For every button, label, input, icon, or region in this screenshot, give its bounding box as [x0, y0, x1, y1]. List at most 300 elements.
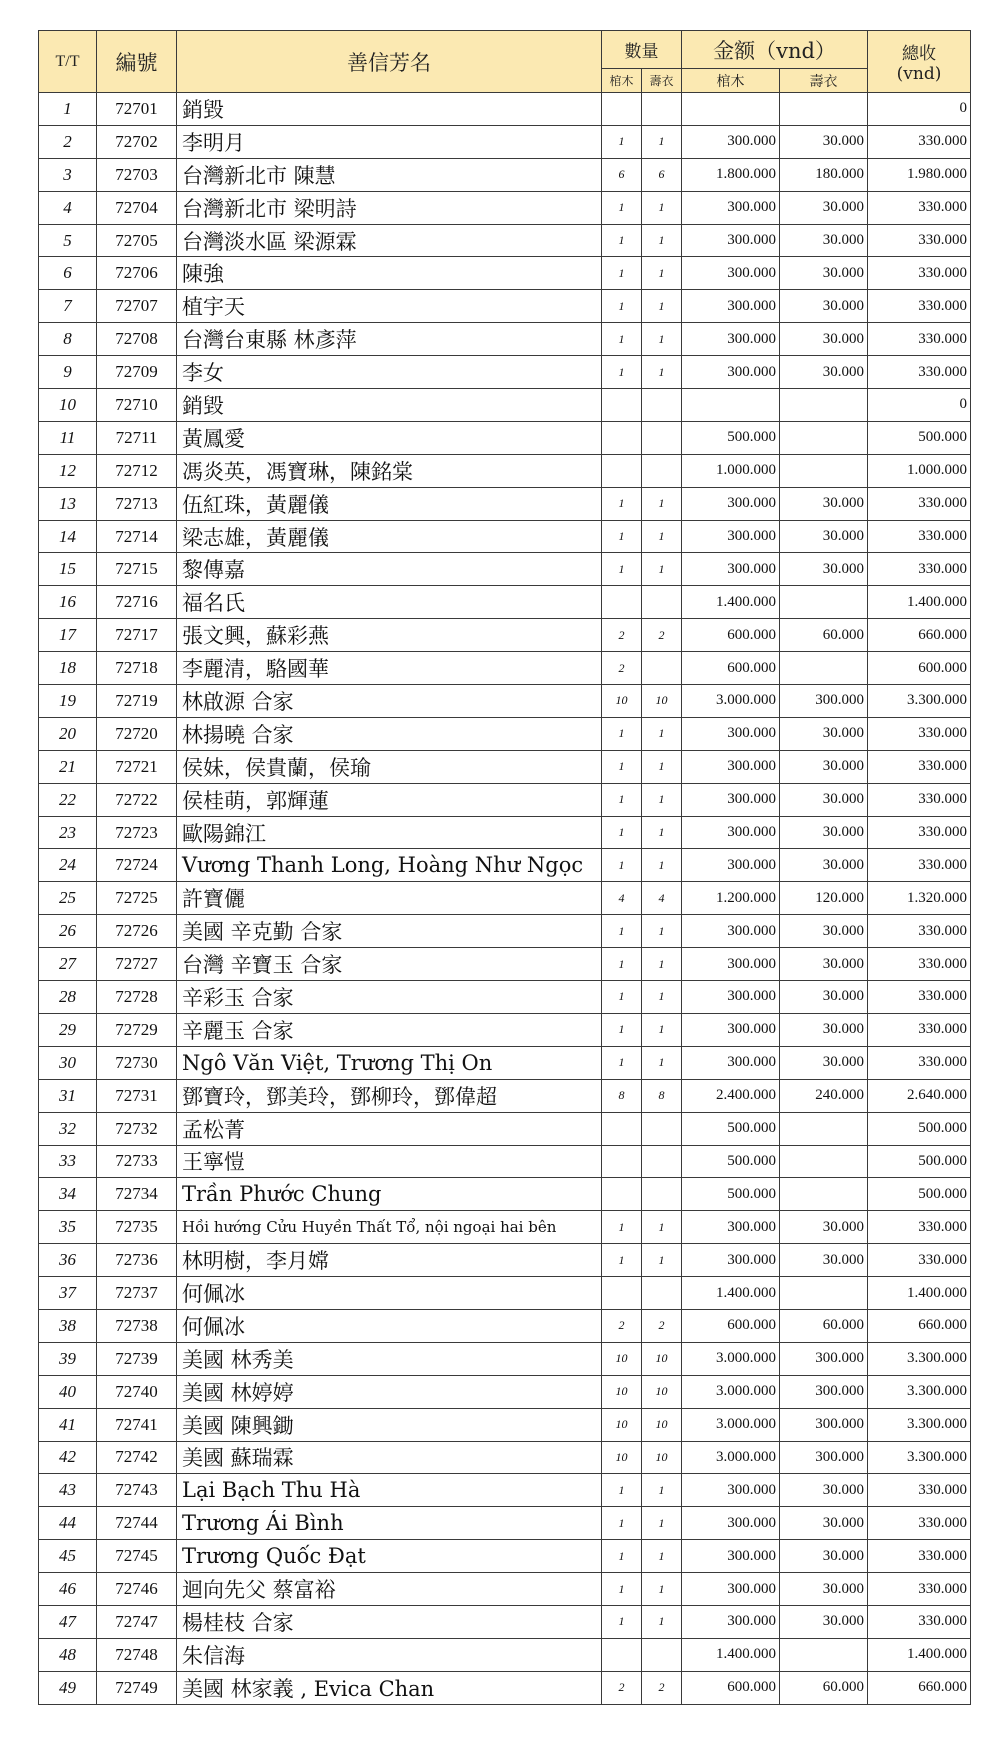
- cell-code: 72740: [97, 1375, 177, 1408]
- cell-tt: 28: [39, 981, 97, 1014]
- cell-name: 美國 林婷婷: [177, 1375, 602, 1408]
- cell-tt: 24: [39, 849, 97, 882]
- cell-amount-robe: 30.000: [780, 191, 868, 224]
- cell-qty-coffin: 2: [602, 1671, 642, 1704]
- cell-amount-robe: 30.000: [780, 750, 868, 783]
- cell-qty-coffin: 2: [602, 652, 642, 685]
- cell-code: 72749: [97, 1671, 177, 1704]
- cell-amount-robe: 120.000: [780, 882, 868, 915]
- cell-qty-coffin: 1: [602, 290, 642, 323]
- cell-code: 72746: [97, 1573, 177, 1606]
- cell-qty-robe: 1: [642, 290, 682, 323]
- cell-name: 台灣新北市 梁明詩: [177, 191, 602, 224]
- cell-code: 72728: [97, 981, 177, 1014]
- table-row: [39, 1573, 971, 1606]
- cell-tt: 45: [39, 1540, 97, 1573]
- cell-tt: 11: [39, 421, 97, 454]
- cell-amount-robe: [780, 586, 868, 619]
- cell-tt: 35: [39, 1211, 97, 1244]
- cell-code: 72743: [97, 1474, 177, 1507]
- cell-amount-robe: 60.000: [780, 1671, 868, 1704]
- cell-tt: 1: [39, 93, 97, 126]
- cell-qty-robe: 1: [642, 1573, 682, 1606]
- cell-qty-coffin: 4: [602, 882, 642, 915]
- cell-code: 72748: [97, 1638, 177, 1671]
- cell-code: 72701: [97, 93, 177, 126]
- cell-code: 72711: [97, 421, 177, 454]
- cell-total: 330.000: [868, 816, 971, 849]
- cell-amount-robe: 30.000: [780, 520, 868, 553]
- header-amount-coffin: 棺木: [682, 69, 780, 93]
- cell-qty-robe: 1: [642, 191, 682, 224]
- cell-qty-coffin: 1: [602, 323, 642, 356]
- cell-code: 72702: [97, 125, 177, 158]
- cell-amount-coffin: 300.000: [682, 1244, 780, 1277]
- cell-name: 美國 辛克勤 合家: [177, 915, 602, 948]
- cell-code: 72729: [97, 1013, 177, 1046]
- cell-qty-coffin: 1: [602, 487, 642, 520]
- cell-total: 3.300.000: [868, 1408, 971, 1441]
- cell-amount-coffin: 300.000: [682, 717, 780, 750]
- cell-name: Trương Ái Bình: [177, 1507, 602, 1540]
- cell-qty-robe: 1: [642, 1013, 682, 1046]
- cell-tt: 41: [39, 1408, 97, 1441]
- cell-qty-coffin: 1: [602, 816, 642, 849]
- table-row: [39, 717, 971, 750]
- cell-amount-coffin: 300.000: [682, 520, 780, 553]
- cell-amount-robe: 30.000: [780, 356, 868, 389]
- cell-amount-coffin: 300.000: [682, 783, 780, 816]
- cell-qty-robe: 1: [642, 553, 682, 586]
- cell-amount-robe: 30.000: [780, 816, 868, 849]
- table-row: [39, 586, 971, 619]
- cell-name: 福名氏: [177, 586, 602, 619]
- cell-qty-coffin: 8: [602, 1079, 642, 1112]
- cell-tt: 38: [39, 1309, 97, 1342]
- cell-amount-robe: 180.000: [780, 158, 868, 191]
- cell-qty-robe: 1: [642, 750, 682, 783]
- cell-qty-robe: 2: [642, 1671, 682, 1704]
- cell-qty-coffin: [602, 1638, 642, 1671]
- cell-qty-robe: 1: [642, 257, 682, 290]
- cell-tt: 16: [39, 586, 97, 619]
- cell-code: 72734: [97, 1178, 177, 1211]
- cell-qty-robe: 10: [642, 685, 682, 718]
- cell-amount-robe: 300.000: [780, 1408, 868, 1441]
- cell-name: 張文興，蘇彩燕: [177, 619, 602, 652]
- cell-name: 美國 林秀美: [177, 1342, 602, 1375]
- cell-code: 72703: [97, 158, 177, 191]
- cell-amount-robe: 30.000: [780, 1507, 868, 1540]
- table-row: [39, 257, 971, 290]
- cell-amount-robe: [780, 421, 868, 454]
- cell-qty-robe: [642, 93, 682, 126]
- cell-total: 330.000: [868, 1244, 971, 1277]
- cell-qty-robe: 1: [642, 125, 682, 158]
- cell-qty-robe: [642, 1112, 682, 1145]
- cell-amount-robe: [780, 1638, 868, 1671]
- cell-qty-robe: 6: [642, 158, 682, 191]
- cell-name: 台灣 辛寶玉 合家: [177, 948, 602, 981]
- table-row: [39, 619, 971, 652]
- cell-qty-robe: [642, 389, 682, 422]
- cell-qty-coffin: 1: [602, 981, 642, 1014]
- cell-total: 500.000: [868, 1145, 971, 1178]
- cell-amount-coffin: 300.000: [682, 1540, 780, 1573]
- cell-amount-coffin: 500.000: [682, 1112, 780, 1145]
- cell-qty-robe: [642, 1277, 682, 1310]
- table-row: [39, 224, 971, 257]
- cell-amount-robe: 30.000: [780, 1244, 868, 1277]
- cell-qty-robe: 1: [642, 487, 682, 520]
- cell-total: 500.000: [868, 421, 971, 454]
- header-tt: T/T: [39, 31, 97, 93]
- cell-code: 72730: [97, 1046, 177, 1079]
- cell-amount-coffin: 300.000: [682, 553, 780, 586]
- cell-total: 330.000: [868, 1013, 971, 1046]
- cell-amount-robe: 30.000: [780, 1540, 868, 1573]
- cell-total: 600.000: [868, 652, 971, 685]
- cell-name: 何佩冰: [177, 1277, 602, 1310]
- cell-qty-coffin: 1: [602, 1013, 642, 1046]
- table-row: [39, 1277, 971, 1310]
- cell-total: 330.000: [868, 553, 971, 586]
- cell-qty-robe: 1: [642, 1211, 682, 1244]
- table-row: [39, 1507, 971, 1540]
- table-row: [39, 1441, 971, 1474]
- cell-total: 3.300.000: [868, 1441, 971, 1474]
- cell-tt: 20: [39, 717, 97, 750]
- cell-amount-robe: [780, 1178, 868, 1211]
- cell-amount-coffin: 1.200.000: [682, 882, 780, 915]
- cell-name: 李女: [177, 356, 602, 389]
- cell-tt: 47: [39, 1605, 97, 1638]
- cell-name: 植宇天: [177, 290, 602, 323]
- cell-name: 黃鳳愛: [177, 421, 602, 454]
- cell-amount-coffin: 300.000: [682, 487, 780, 520]
- cell-amount-coffin: 1.400.000: [682, 586, 780, 619]
- cell-total: 1.400.000: [868, 586, 971, 619]
- cell-amount-coffin: 1.000.000: [682, 454, 780, 487]
- cell-amount-robe: 30.000: [780, 1211, 868, 1244]
- cell-amount-coffin: 3.000.000: [682, 1441, 780, 1474]
- cell-total: 330.000: [868, 191, 971, 224]
- cell-tt: 40: [39, 1375, 97, 1408]
- cell-name: 銷毀: [177, 93, 602, 126]
- cell-amount-coffin: 300.000: [682, 849, 780, 882]
- table-row: [39, 1244, 971, 1277]
- cell-amount-robe: 30.000: [780, 1605, 868, 1638]
- cell-name: 美國 林家義 , Evica Chan: [177, 1671, 602, 1704]
- cell-qty-robe: 1: [642, 1540, 682, 1573]
- cell-qty-robe: 10: [642, 1342, 682, 1375]
- cell-tt: 2: [39, 125, 97, 158]
- cell-qty-coffin: [602, 93, 642, 126]
- cell-code: 72708: [97, 323, 177, 356]
- table-row: [39, 685, 971, 718]
- cell-amount-coffin: 1.400.000: [682, 1638, 780, 1671]
- cell-amount-robe: 30.000: [780, 553, 868, 586]
- cell-qty-coffin: 1: [602, 191, 642, 224]
- cell-amount-robe: [780, 1112, 868, 1145]
- cell-amount-robe: 30.000: [780, 783, 868, 816]
- cell-qty-robe: 1: [642, 981, 682, 1014]
- cell-total: 3.300.000: [868, 685, 971, 718]
- cell-total: 330.000: [868, 257, 971, 290]
- cell-amount-coffin: 300.000: [682, 750, 780, 783]
- cell-amount-coffin: 300.000: [682, 125, 780, 158]
- cell-name: Hồi hướng Cửu Huyền Thất Tổ, nội ngoại hai bên: [177, 1211, 602, 1244]
- table-row: [39, 1178, 971, 1211]
- cell-tt: 6: [39, 257, 97, 290]
- cell-total: 330.000: [868, 948, 971, 981]
- cell-name: 美國 蘇瑞霖: [177, 1441, 602, 1474]
- cell-qty-coffin: 10: [602, 685, 642, 718]
- cell-amount-coffin: 3.000.000: [682, 1375, 780, 1408]
- cell-code: 72735: [97, 1211, 177, 1244]
- cell-total: 330.000: [868, 1540, 971, 1573]
- cell-amount-coffin: 300.000: [682, 1605, 780, 1638]
- cell-total: 1.980.000: [868, 158, 971, 191]
- cell-code: 72742: [97, 1441, 177, 1474]
- cell-name: 伍紅珠，黃麗儀: [177, 487, 602, 520]
- cell-total: 330.000: [868, 125, 971, 158]
- cell-code: 72733: [97, 1145, 177, 1178]
- cell-amount-robe: 30.000: [780, 717, 868, 750]
- cell-amount-robe: 30.000: [780, 948, 868, 981]
- cell-code: 72744: [97, 1507, 177, 1540]
- cell-total: 500.000: [868, 1112, 971, 1145]
- cell-amount-coffin: 500.000: [682, 1145, 780, 1178]
- header-amount: 金额（vnd）: [682, 31, 868, 69]
- cell-amount-coffin: 300.000: [682, 290, 780, 323]
- cell-amount-coffin: 3.000.000: [682, 1342, 780, 1375]
- cell-amount-robe: 30.000: [780, 125, 868, 158]
- header-total: [868, 31, 971, 93]
- cell-qty-robe: [642, 421, 682, 454]
- cell-qty-coffin: [602, 1112, 642, 1145]
- cell-name: 林揚曉 合家: [177, 717, 602, 750]
- cell-qty-coffin: [602, 389, 642, 422]
- cell-name: 林啟源 合家: [177, 685, 602, 718]
- table-row: [39, 1079, 971, 1112]
- cell-code: 72739: [97, 1342, 177, 1375]
- cell-tt: 13: [39, 487, 97, 520]
- cell-name: Vương Thanh Long, Hoàng Như Ngọc: [177, 849, 602, 882]
- cell-tt: 3: [39, 158, 97, 191]
- cell-name: 王寧愷: [177, 1145, 602, 1178]
- cell-tt: 48: [39, 1638, 97, 1671]
- cell-amount-coffin: 500.000: [682, 421, 780, 454]
- cell-amount-robe: 30.000: [780, 1474, 868, 1507]
- cell-name: 楊桂枝 合家: [177, 1605, 602, 1638]
- cell-amount-robe: 30.000: [780, 290, 868, 323]
- table-row: [39, 882, 971, 915]
- cell-qty-coffin: 1: [602, 1540, 642, 1573]
- table-row: [39, 1211, 971, 1244]
- table-row: [39, 421, 971, 454]
- header-code: 編號: [97, 31, 177, 93]
- table-row: [39, 1671, 971, 1704]
- cell-name: 迴向先父 蔡富裕: [177, 1573, 602, 1606]
- cell-qty-coffin: 10: [602, 1408, 642, 1441]
- cell-code: 72737: [97, 1277, 177, 1310]
- cell-code: 72722: [97, 783, 177, 816]
- cell-qty-robe: 1: [642, 783, 682, 816]
- cell-amount-coffin: 300.000: [682, 1573, 780, 1606]
- table-row: [39, 783, 971, 816]
- table-row: [39, 1540, 971, 1573]
- table-row: [39, 1638, 971, 1671]
- table-row: [39, 1112, 971, 1145]
- cell-amount-robe: [780, 389, 868, 422]
- cell-name: 侯妹，侯貴蘭，侯瑜: [177, 750, 602, 783]
- cell-code: 72713: [97, 487, 177, 520]
- cell-amount-robe: 60.000: [780, 1309, 868, 1342]
- cell-total: 660.000: [868, 1671, 971, 1704]
- cell-total: 330.000: [868, 356, 971, 389]
- donation-ledger: [38, 30, 970, 1705]
- cell-amount-coffin: 300.000: [682, 323, 780, 356]
- table-row: [39, 1605, 971, 1638]
- cell-name: 侯桂萌，郭輝蓮: [177, 783, 602, 816]
- cell-code: 72736: [97, 1244, 177, 1277]
- cell-code: 72747: [97, 1605, 177, 1638]
- table-row: [39, 290, 971, 323]
- cell-amount-coffin: 600.000: [682, 1309, 780, 1342]
- cell-code: 72721: [97, 750, 177, 783]
- cell-qty-coffin: [602, 1145, 642, 1178]
- cell-amount-coffin: 300.000: [682, 948, 780, 981]
- cell-amount-robe: [780, 652, 868, 685]
- header-total-line2: (vnd): [896, 64, 942, 84]
- table-row: [39, 454, 971, 487]
- cell-code: 72718: [97, 652, 177, 685]
- table-row: [39, 1046, 971, 1079]
- cell-total: 3.300.000: [868, 1342, 971, 1375]
- cell-total: 1.320.000: [868, 882, 971, 915]
- cell-code: 72724: [97, 849, 177, 882]
- cell-amount-coffin: 300.000: [682, 1013, 780, 1046]
- cell-tt: 7: [39, 290, 97, 323]
- cell-total: 330.000: [868, 981, 971, 1014]
- cell-name: 台灣淡水區 梁源霖: [177, 224, 602, 257]
- cell-code: 72745: [97, 1540, 177, 1573]
- cell-code: 72710: [97, 389, 177, 422]
- header-amount-robe: 壽衣: [780, 69, 868, 93]
- cell-amount-coffin: 500.000: [682, 1178, 780, 1211]
- cell-amount-coffin: 300.000: [682, 915, 780, 948]
- cell-amount-coffin: 3.000.000: [682, 685, 780, 718]
- cell-code: 72709: [97, 356, 177, 389]
- table-row: [39, 1013, 971, 1046]
- cell-name: 孟松菁: [177, 1112, 602, 1145]
- cell-qty-coffin: 1: [602, 125, 642, 158]
- cell-tt: 17: [39, 619, 97, 652]
- cell-amount-coffin: 2.400.000: [682, 1079, 780, 1112]
- table-row: [39, 1342, 971, 1375]
- cell-amount-robe: [780, 1145, 868, 1178]
- header-total-line1: 總收: [902, 44, 936, 64]
- cell-name: 李麗清，駱國華: [177, 652, 602, 685]
- cell-tt: 42: [39, 1441, 97, 1474]
- cell-qty-coffin: 2: [602, 1309, 642, 1342]
- cell-total: 660.000: [868, 619, 971, 652]
- cell-qty-robe: 1: [642, 1046, 682, 1079]
- cell-code: 72726: [97, 915, 177, 948]
- cell-qty-robe: 1: [642, 717, 682, 750]
- cell-qty-coffin: 1: [602, 1507, 642, 1540]
- cell-qty-coffin: 1: [602, 948, 642, 981]
- cell-amount-coffin: [682, 93, 780, 126]
- cell-tt: 32: [39, 1112, 97, 1145]
- cell-tt: 33: [39, 1145, 97, 1178]
- cell-name: 台灣新北市 陳慧: [177, 158, 602, 191]
- cell-amount-coffin: 300.000: [682, 1507, 780, 1540]
- cell-amount-robe: [780, 454, 868, 487]
- cell-qty-coffin: 1: [602, 1474, 642, 1507]
- cell-tt: 46: [39, 1573, 97, 1606]
- cell-amount-coffin: 300.000: [682, 981, 780, 1014]
- cell-amount-robe: 30.000: [780, 981, 868, 1014]
- cell-qty-coffin: 1: [602, 717, 642, 750]
- table-row: [39, 1145, 971, 1178]
- table-row: [39, 487, 971, 520]
- cell-total: 330.000: [868, 717, 971, 750]
- cell-amount-coffin: 300.000: [682, 1211, 780, 1244]
- table-row: [39, 915, 971, 948]
- cell-total: 330.000: [868, 1046, 971, 1079]
- cell-total: 1.400.000: [868, 1638, 971, 1671]
- cell-total: 330.000: [868, 1211, 971, 1244]
- table-row: [39, 1309, 971, 1342]
- cell-tt: 18: [39, 652, 97, 685]
- table-row: [39, 750, 971, 783]
- cell-tt: 23: [39, 816, 97, 849]
- cell-tt: 26: [39, 915, 97, 948]
- cell-name: 馮炎英，馮寶琳，陳銘棠: [177, 454, 602, 487]
- cell-qty-coffin: 1: [602, 553, 642, 586]
- cell-tt: 30: [39, 1046, 97, 1079]
- cell-qty-coffin: 1: [602, 1605, 642, 1638]
- cell-total: 330.000: [868, 290, 971, 323]
- cell-total: 330.000: [868, 224, 971, 257]
- cell-qty-coffin: 1: [602, 1573, 642, 1606]
- cell-tt: 19: [39, 685, 97, 718]
- cell-qty-coffin: [602, 1178, 642, 1211]
- cell-tt: 39: [39, 1342, 97, 1375]
- cell-amount-robe: 300.000: [780, 1342, 868, 1375]
- cell-qty-robe: [642, 1145, 682, 1178]
- table-body: [39, 93, 971, 1705]
- table-row: [39, 948, 971, 981]
- cell-amount-robe: 300.000: [780, 1441, 868, 1474]
- cell-tt: 22: [39, 783, 97, 816]
- cell-tt: 12: [39, 454, 97, 487]
- header-quantity: 數量: [602, 31, 682, 69]
- table-row: [39, 1408, 971, 1441]
- cell-qty-robe: 1: [642, 1605, 682, 1638]
- cell-total: 3.300.000: [868, 1375, 971, 1408]
- cell-amount-robe: 30.000: [780, 1013, 868, 1046]
- cell-code: 72741: [97, 1408, 177, 1441]
- cell-amount-robe: [780, 93, 868, 126]
- cell-tt: 4: [39, 191, 97, 224]
- cell-total: 1.000.000: [868, 454, 971, 487]
- cell-amount-coffin: 1.800.000: [682, 158, 780, 191]
- cell-qty-robe: 1: [642, 1507, 682, 1540]
- cell-name: 許寶儷: [177, 882, 602, 915]
